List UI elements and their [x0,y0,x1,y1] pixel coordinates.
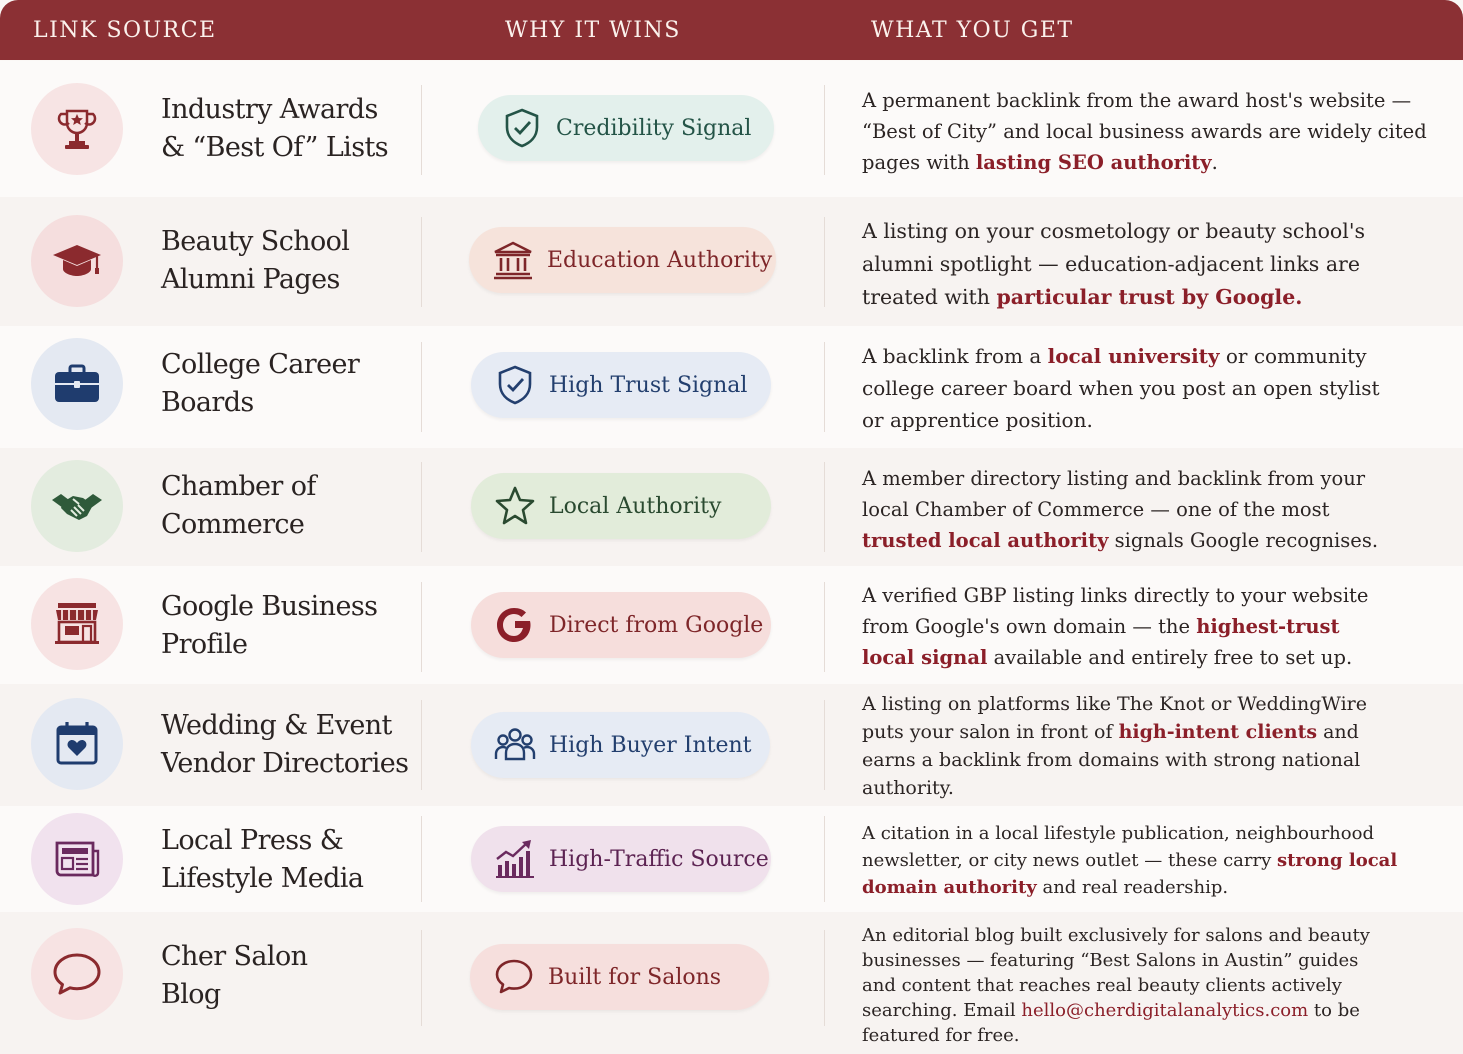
header-why-it-wins: WHY IT WINS [505,18,681,43]
institution-icon [491,238,535,282]
briefcase-icon-circle [31,338,123,430]
row-name-line2: Commerce [161,509,305,540]
calendar-heart-icon [49,716,105,772]
badge-label: Built for Salons [548,964,722,990]
column-divider [421,930,422,1026]
row-name-line1: Chamber of [161,471,316,502]
badge-credibility-signal [478,95,774,161]
highlight-text: lasting SEO authority [975,151,1212,174]
row-name-line2: Blog [161,979,221,1010]
highlight-text: local university [1047,344,1220,368]
badge-education-authority [469,227,776,293]
column-divider [421,342,422,432]
highlight-text: strong local domain authority [862,850,1398,898]
highlight-text: high-intent clients [1118,721,1318,743]
growth-chart-icon [493,837,537,881]
briefcase-icon [49,356,105,412]
row-description [862,85,1427,178]
row-name [161,346,411,422]
row-name-line2: Alumni Pages [161,264,340,295]
table-header [0,0,1463,60]
description-text: A listing on platforms like The Knot or WeddingWire puts your salon in front of [862,693,1367,743]
table-row [0,912,1463,1054]
speech-bubble-icon [492,955,536,999]
calendar-heart-icon-circle [31,698,123,790]
column-divider [824,342,825,432]
description-text: A citation in a local lifestyle publication, neighbourhood newsletter, or city news outlet — these carry [862,823,1374,871]
description-text: and earns a backlink from domains with strong national authority. [862,721,1361,799]
badge-label: High Trust Signal [549,372,748,398]
badge-high-buyer-intent [471,712,770,778]
badge-label: Direct from Google [549,612,764,638]
badge-label: Credibility Signal [556,115,752,141]
graduation-cap-icon [49,233,105,289]
row-name [161,91,411,167]
description-text: A listing on your cosmetology or beauty school's alumni spotlight — education-adjacent links are treated with [862,219,1365,309]
badge-local-authority [471,473,771,539]
row-name-line2: Profile [161,629,248,660]
trophy-icon-circle [31,83,123,175]
description-text: . [1211,151,1218,174]
row-name-line1: College Career [161,349,360,380]
row-description [862,690,1397,802]
storefront-icon [49,596,105,652]
column-divider [824,816,825,902]
handshake-icon-circle [31,460,123,552]
row-name [161,938,411,1014]
handshake-icon [49,478,105,534]
column-divider [824,700,825,790]
description-text: A backlink from a [862,344,1048,368]
badge-label: High Buyer Intent [549,732,752,758]
email-link[interactable]: hello@cherdigitalanalytics.com [1021,1000,1309,1021]
column-divider [824,462,825,552]
column-divider [824,217,825,307]
row-name [161,468,411,544]
description-text: signals Google recognises. [1108,529,1379,552]
column-divider [824,582,825,672]
row-name-line1: Wedding & Event [161,710,392,741]
badge-label: High-Traffic Source [549,846,769,872]
row-description [862,820,1402,901]
badge-high-trust-signal [471,352,771,418]
shield-check-icon [500,106,544,150]
description-text: to be featured for free. [862,1000,1360,1046]
column-divider [421,462,422,552]
row-name-line1: Beauty School [161,226,350,257]
newspaper-icon-circle [31,813,123,905]
column-divider [421,816,422,902]
row-name-line1: Local Press & [161,825,344,856]
row-name-line2: & “Best Of” Lists [161,132,388,163]
star-icon [493,484,537,528]
row-name-line2: Lifestyle Media [161,863,364,894]
table-row [0,566,1463,685]
row-name-line1: Google Business [161,591,378,622]
trophy-icon [49,101,105,157]
row-description [862,923,1387,1048]
description-text: A permanent backlink from the award host's website — “Best of City” and local business awards are widely cited pages with [862,89,1427,174]
row-name-line1: Cher Salon [161,941,308,972]
column-divider [824,930,825,1026]
table-row [0,684,1463,807]
column-divider [421,582,422,672]
row-name [161,707,411,783]
highlight-text: highest-trust local signal [862,615,1340,669]
badge-high-traffic-source [471,826,771,892]
storefront-icon-circle [31,578,123,670]
row-name [161,223,411,299]
table-row [0,61,1463,198]
description-text: A verified GBP listing links directly to your website from Google's own domain — the [862,584,1369,638]
row-description [862,215,1382,314]
row-description [862,463,1402,556]
table-row [0,448,1463,567]
badge-direct-from-google [471,592,771,658]
newspaper-icon [49,831,105,887]
column-divider [824,85,825,175]
description-text: or community college career board when you post an open stylist or apprentice position. [862,344,1380,432]
speech-bubble-icon-circle [31,928,123,1020]
google-g-icon [493,603,537,647]
row-name-line2: Vendor Directories [161,748,409,779]
badge-built-for-salons [470,944,769,1010]
shield-check-icon [493,363,537,407]
row-name [161,588,411,664]
column-divider [421,217,422,307]
table-row [0,197,1463,327]
highlight-text: particular trust by Google. [996,285,1303,309]
description-text: and real readership. [1036,877,1229,898]
column-divider [421,85,422,175]
speech-bubble-icon [49,946,105,1002]
description-text: An editorial blog built exclusively for salons and beauty businesses — featuring “Best Salons in Austin” guides and content that reaches real beauty clients actively searching. Email [862,925,1370,1021]
header-what-you-get: WHAT YOU GET [871,18,1074,43]
row-description [862,580,1382,673]
badge-label: Education Authority [547,247,773,273]
column-divider [421,700,422,790]
row-name [161,822,411,898]
people-icon [493,723,537,767]
row-name-line2: Boards [161,387,254,418]
badge-label: Local Authority [549,493,722,519]
table-row [0,806,1463,913]
row-name-line1: Industry Awards [161,94,378,125]
highlight-text: trusted local authority [862,529,1109,552]
row-description [862,340,1397,436]
description-text: A member directory listing and backlink from your local Chamber of Commerce — one of the most [862,467,1366,521]
table-row [0,326,1463,449]
description-text: available and entirely free to set up. [987,646,1353,669]
header-link-source: LINK SOURCE [33,18,217,43]
graduation-cap-icon-circle [31,215,123,307]
